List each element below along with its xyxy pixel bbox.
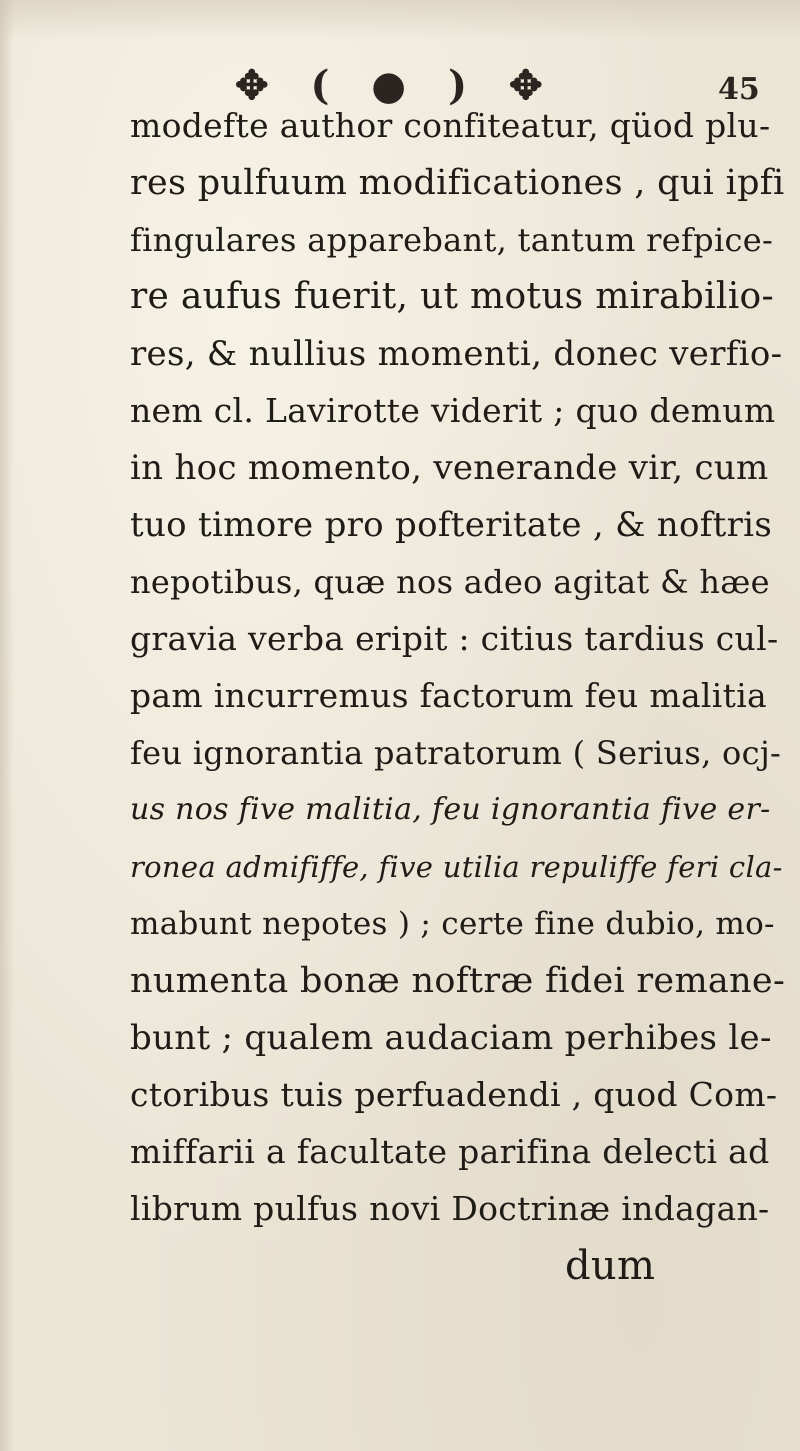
text-line-20: librum pulfus novi Doctrinæ indagan- bbox=[130, 1189, 770, 1228]
catchword: dum bbox=[565, 1243, 656, 1289]
page-edge-shadow bbox=[0, 0, 14, 1451]
text-line-15: mabunt nepotes ) ; certe fine dubio, mo- bbox=[130, 906, 775, 942]
text-line-2: res pulfuum modificationes , qui ipfi bbox=[130, 163, 785, 203]
text-line-16: numenta bonæ noftræ fidei remane- bbox=[130, 961, 786, 1001]
text-line-5: res, & nullius momenti, donec verfio- bbox=[130, 334, 783, 374]
text-line-7: in hoc momento, venerande vir, cum bbox=[130, 448, 769, 488]
text-line-4: re aufus fuerit, ut motus mirabilio- bbox=[130, 276, 774, 317]
text-line-14: ronea admififfe, five utilia repuliffe feri cla- bbox=[130, 850, 783, 884]
text-line-17: bunt ; qualem audaciam perhibes le- bbox=[130, 1018, 772, 1058]
page-number: 45 bbox=[718, 72, 760, 107]
text-line-8: tuo timore pro pofteritate , & noftris bbox=[130, 505, 773, 545]
text-line-12: feu ignorantia patratorum ( Serius, ocj- bbox=[130, 734, 782, 772]
text-line-13: us nos five malitia, feu ignorantia five er- bbox=[130, 792, 771, 827]
text-line-18: ctoribus tuis perfuadendi , quod Com- bbox=[130, 1075, 778, 1114]
text-line-19: miffarii a facultate parifina delecti ad bbox=[130, 1132, 770, 1171]
header-ornament-icon: ✥ ( ● ) ✥ bbox=[235, 62, 557, 109]
text-line-11: pam incurremus factorum feu malitia bbox=[130, 676, 768, 715]
text-line-3: fingulares apparebant, tantum refpice- bbox=[130, 221, 774, 259]
text-line-9: nepotibus, quæ nos adeo agitat & hæe bbox=[130, 563, 770, 601]
page-top-shadow bbox=[0, 0, 800, 40]
text-line-10: gravia verba eripit : citius tardius cul- bbox=[130, 619, 779, 658]
text-line-6: nem cl. Lavirotte viderit ; quo demum bbox=[130, 391, 776, 430]
text-line-1: modefte author confiteatur, qüod plu- bbox=[130, 106, 771, 145]
